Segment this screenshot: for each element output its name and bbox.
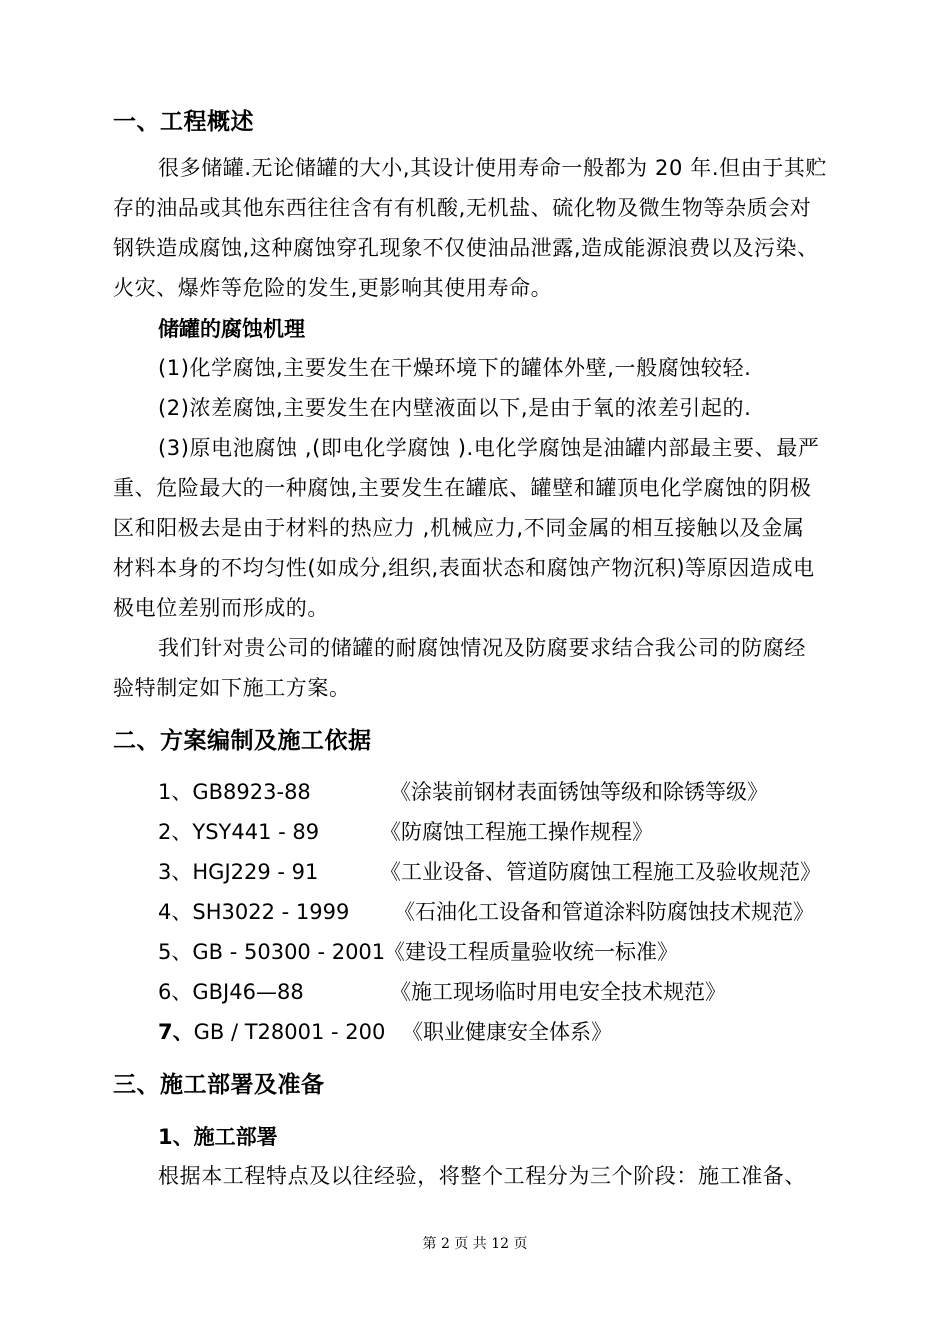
- paragraph-line: 验特制定如下施工方案。: [113, 676, 351, 700]
- reference-number: 1、: [158, 780, 193, 804]
- reference-title: 《工业设备、管道防腐蚀工程施工及验收规范》: [380, 860, 821, 884]
- paragraph-line: 重、危险最大的一种腐蚀,主要发生在罐底、罐壁和罐顶电化学腐蚀的阴极: [113, 476, 812, 500]
- paragraph-line: 存的油品或其他东西往往含有有机酸,无机盐、硫化物及微生物等杂质会对: [113, 196, 812, 220]
- reference-item: [158, 816, 653, 846]
- section-heading-overview: 一、工程概述: [113, 109, 254, 135]
- reference-code: YSY441 - 89: [192, 820, 320, 844]
- reference-number: 2、: [158, 820, 193, 844]
- reference-code: SH3022 - 1999: [192, 900, 350, 924]
- reference-code: GBJ46—88: [192, 980, 304, 1004]
- subheading-corrosion-mechanism: 储罐的腐蚀机理: [158, 317, 305, 341]
- reference-number: 5、: [158, 940, 193, 964]
- reference-item: [158, 976, 726, 1006]
- reference-code: HGJ229 - 91: [192, 860, 319, 884]
- paragraph-line: 火灾、爆炸等危险的发生,更影响其使用寿命。: [113, 276, 553, 300]
- reference-number: 7、: [158, 1020, 194, 1044]
- subheading-deployment: 1、施工部署: [158, 1125, 278, 1149]
- reference-code: GB / T28001 - 200: [193, 1020, 386, 1044]
- reference-title: 《石油化工设备和管道涂料防腐蚀技术规范》: [394, 900, 814, 924]
- list-item: (2)浓差腐蚀,主要发生在内壁液面以下,是由于氧的浓差引起的.: [158, 396, 752, 420]
- reference-item: [158, 896, 814, 926]
- section-heading-basis: 二、方案编制及施工依据: [113, 728, 372, 754]
- reference-title: 《职业健康安全体系》: [402, 1020, 612, 1044]
- paragraph-line: 材料本身的不均匀性(如成分,组织,表面状态和腐蚀产物沉积)等原因造成电: [113, 556, 815, 580]
- paragraph-line: 区和阳极去是由于材料的热应力 ,机械应力,不同金属的相互接触以及金属: [113, 516, 805, 540]
- reference-title: 《施工现场临时用电安全技术规范》: [390, 980, 726, 1004]
- reference-title: 《建设工程质量验收统一标准》: [384, 940, 678, 964]
- paragraph-line: 很多储罐.无论储罐的大小,其设计使用寿命一般都为 20 年.但由于其贮: [158, 156, 828, 180]
- paragraph-line: 根据本工程特点及以往经验，将整个工程分为三个阶段：施工准备、: [158, 1164, 806, 1188]
- reference-code: GB - 50300 - 2001: [192, 940, 386, 964]
- reference-number: 6、: [158, 980, 193, 1004]
- reference-item: [158, 856, 821, 886]
- reference-item: [158, 776, 768, 806]
- list-item: (1)化学腐蚀,主要发生在干燥环境下的罐体外壁,一般腐蚀较轻.: [158, 356, 752, 380]
- paragraph-line: 我们针对贵公司的储罐的耐腐蚀情况及防腐要求结合我公司的防腐经: [158, 636, 806, 660]
- paragraph-line: 极电位差别而形成的。: [113, 596, 329, 620]
- reference-code: GB8923-88: [192, 780, 311, 804]
- section-heading-deployment: 三、施工部署及准备: [113, 1072, 325, 1098]
- paragraph-line: 钢铁造成腐蚀,这种腐蚀穿孔现象不仅使油品泄露,造成能源浪费以及污染、: [113, 236, 819, 260]
- reference-number: 4、: [158, 900, 193, 924]
- reference-title: 《涂装前钢材表面锈蚀等级和除锈等级》: [390, 780, 768, 804]
- reference-number: 3、: [158, 860, 193, 884]
- page-footer: 第 2 页 共 12 页: [422, 1236, 528, 1252]
- reference-item: [158, 1016, 612, 1046]
- reference-title: 《防腐蚀工程施工操作规程》: [380, 820, 653, 844]
- reference-item: [158, 936, 678, 966]
- paragraph-line: (3)原电池腐蚀 ,(即电化学腐蚀 ).电化学腐蚀是油罐内部最主要、最严: [158, 436, 820, 460]
